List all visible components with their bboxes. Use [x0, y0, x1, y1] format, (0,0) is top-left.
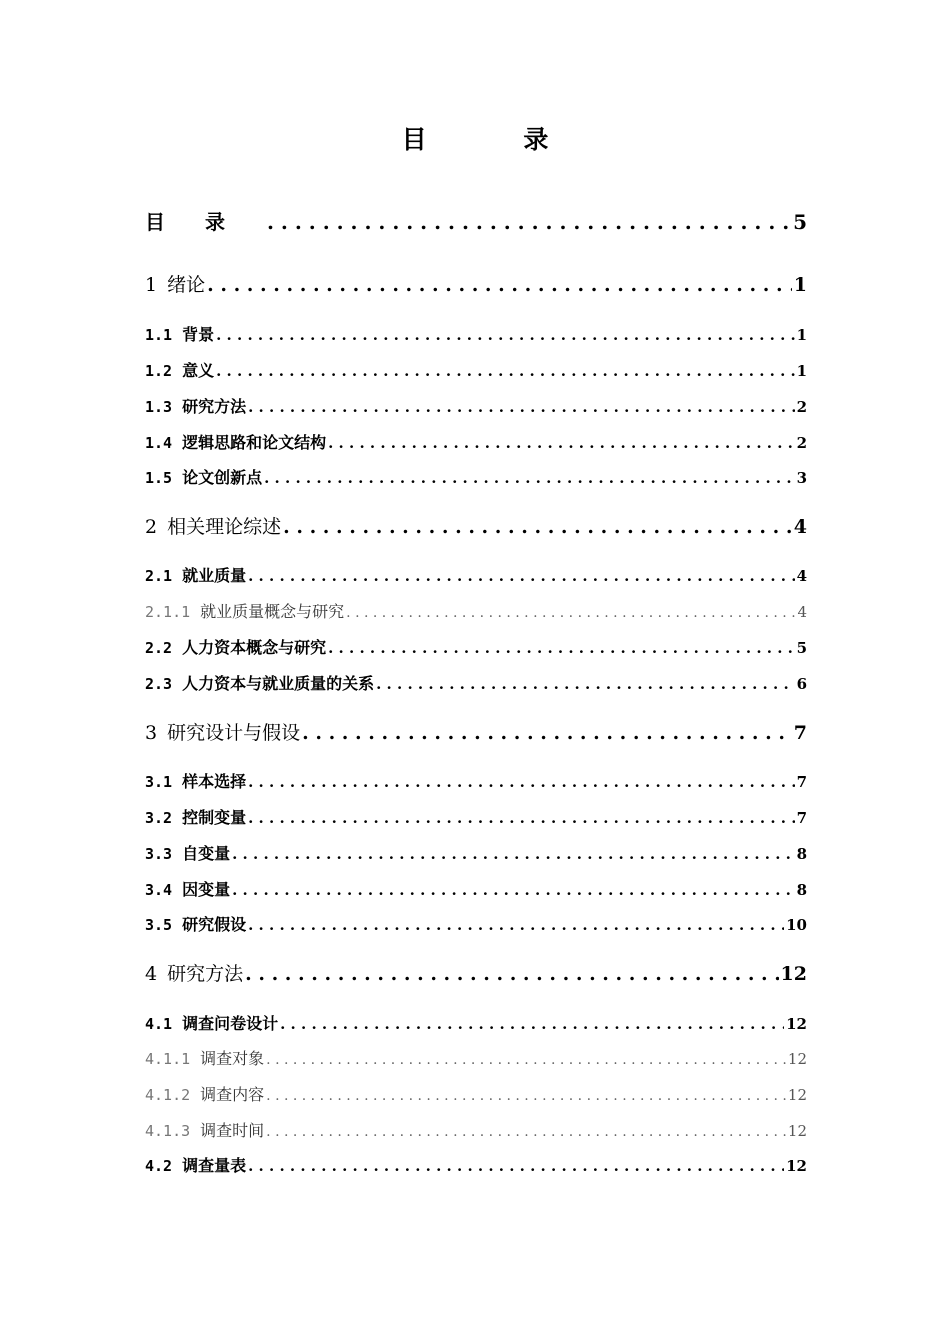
toc-entry[interactable]	[145, 635, 807, 658]
toc-entry-label: 因变量	[182, 880, 231, 899]
toc-entry-label: 调查问卷设计	[182, 1014, 279, 1033]
toc-entry-page-number: 12	[780, 963, 807, 985]
toc-dot-leader	[248, 916, 784, 934]
toc-entry-number: 1.4	[145, 434, 173, 452]
toc-dot-leader	[232, 881, 794, 899]
toc-entry-label: 调查对象	[200, 1049, 265, 1068]
toc-entry-number: 2	[145, 516, 158, 538]
toc-entry-page-number: 12	[787, 1086, 807, 1104]
toc-dot-leader	[302, 722, 792, 744]
toc-entry[interactable]	[145, 430, 807, 453]
toc-entry[interactable]	[145, 805, 807, 828]
toc-entry-number: 2.3	[145, 675, 173, 693]
toc-entry[interactable]	[145, 1082, 807, 1105]
toc-entry-label: 绪论	[167, 274, 206, 296]
toc-dot-leader	[248, 773, 794, 791]
toc-entry-number: 2.1.1	[145, 603, 191, 621]
toc-entry[interactable]	[145, 1118, 807, 1141]
toc-entry-number: 4.2	[145, 1157, 173, 1175]
toc-entry-page-number: 3	[796, 469, 807, 487]
toc-entry-number: 1.1	[145, 326, 173, 344]
toc-entry[interactable]	[145, 322, 807, 345]
toc-entry-label: 控制变量	[182, 808, 247, 827]
toc-entry-page-number: 8	[796, 845, 807, 863]
toc-entry[interactable]	[145, 718, 807, 745]
toc-dot-leader	[266, 1052, 786, 1068]
toc-entry[interactable]	[145, 769, 807, 792]
toc-entry-label: 人力资本与就业质量的关系	[182, 674, 375, 693]
toc-entry-label: 调查时间	[200, 1121, 265, 1140]
toc-entry-page-number: 4	[793, 516, 807, 538]
toc-entry-number: 3.2	[145, 809, 173, 827]
toc-entry-page-number: 12	[786, 1157, 807, 1175]
toc-entry-page-number: 2	[796, 434, 807, 452]
toc-entry[interactable]	[145, 599, 807, 622]
toc-entry-page-number: 4	[797, 603, 807, 621]
toc-dot-leader	[328, 434, 794, 452]
toc-entry-label: 目录	[145, 210, 265, 234]
toc-entry-page-number: 5	[793, 210, 807, 234]
toc-entry-number: 1	[145, 274, 158, 296]
toc-entry-number: 1.3	[145, 398, 173, 416]
toc-entry[interactable]	[145, 1046, 807, 1069]
toc-entry-label: 调查量表	[182, 1156, 247, 1175]
toc-entry-label: 样本选择	[182, 772, 247, 791]
toc-entry-label: 就业质量	[182, 566, 247, 585]
toc-dot-leader	[207, 274, 792, 296]
toc-entry-number: 2.2	[145, 639, 173, 657]
toc-entry-label: 相关理论综述	[167, 516, 282, 538]
toc-entry-label: 研究设计与假设	[167, 722, 301, 744]
toc-entry[interactable]	[145, 270, 807, 297]
toc-entry-number: 4.1.1	[145, 1050, 191, 1068]
toc-entry-page-number: 8	[796, 881, 807, 899]
toc-entry-number: 4.1.3	[145, 1122, 191, 1140]
toc-entry[interactable]	[145, 563, 807, 586]
toc-entry-number: 3.1	[145, 773, 173, 791]
toc-entry-label: 研究假设	[182, 915, 247, 934]
toc-dot-leader	[376, 675, 794, 693]
toc-dot-leader	[264, 469, 794, 487]
toc-entry-label: 就业质量概念与研究	[200, 602, 345, 621]
toc-entry[interactable]	[145, 1153, 807, 1176]
toc-entry-page-number: 1	[793, 274, 807, 296]
toc-entry[interactable]	[145, 206, 807, 235]
toc-dot-leader	[266, 1124, 786, 1140]
toc-entry[interactable]	[145, 394, 807, 417]
toc-dot-leader	[245, 963, 778, 985]
toc-entry-page-number: 5	[796, 639, 807, 657]
toc-entry-number: 3.5	[145, 916, 173, 934]
toc-entry-page-number: 4	[796, 567, 807, 585]
toc-entry-label: 调查内容	[200, 1085, 265, 1104]
toc-entry-number: 4.1	[145, 1015, 173, 1033]
toc-entry-number: 1.2	[145, 362, 173, 380]
toc-entry[interactable]	[145, 959, 807, 986]
toc-dot-leader	[216, 326, 794, 344]
toc-entry-label: 研究方法	[167, 963, 244, 985]
toc-entry-label: 意义	[182, 361, 215, 380]
toc-entry-number: 1.5	[145, 469, 173, 487]
toc-dot-leader	[248, 398, 794, 416]
toc-entry-page-number: 1	[796, 326, 807, 344]
toc-entry-label: 人力资本概念与研究	[182, 638, 327, 657]
toc-dot-leader	[280, 1015, 784, 1033]
toc-dot-leader	[328, 639, 794, 657]
toc-dot-leader	[283, 516, 792, 538]
toc-entry-label: 背景	[182, 325, 215, 344]
toc-dot-leader	[346, 605, 795, 621]
toc-entry-label: 自变量	[182, 844, 231, 863]
toc-entry-page-number: 7	[793, 722, 807, 744]
toc-entry[interactable]	[145, 512, 807, 539]
toc-entry[interactable]	[145, 912, 807, 935]
toc-entry-label: 论文创新点	[182, 468, 263, 487]
toc-entry-page-number: 7	[796, 809, 807, 827]
toc-entry-label: 逻辑思路和论文结构	[182, 433, 327, 452]
toc-dot-leader	[216, 362, 794, 380]
toc-entry-number: 3.3	[145, 845, 173, 863]
toc-entry-page-number: 7	[796, 773, 807, 791]
toc-entry-label: 研究方法	[182, 397, 247, 416]
toc-dot-leader	[267, 210, 791, 234]
toc-entry[interactable]	[145, 465, 807, 488]
toc-dot-leader	[248, 567, 794, 585]
toc-entry-page-number: 12	[787, 1050, 807, 1068]
toc-dot-leader	[232, 845, 794, 863]
toc-entry-page-number: 10	[786, 916, 807, 934]
toc-entry[interactable]	[145, 841, 807, 864]
toc-entry-page-number: 12	[786, 1015, 807, 1033]
toc-dot-leader	[266, 1088, 786, 1104]
toc-entry[interactable]	[145, 1011, 807, 1034]
toc-entry-page-number: 1	[796, 362, 807, 380]
toc-entry-number: 2.1	[145, 567, 173, 585]
toc-entry[interactable]	[145, 877, 807, 900]
toc-entry-page-number: 12	[787, 1122, 807, 1140]
toc-dot-leader	[248, 809, 794, 827]
page-title: 目 录	[401, 125, 593, 154]
toc-entry-number: 4	[145, 963, 158, 985]
toc-dot-leader	[248, 1157, 784, 1175]
toc-entry[interactable]	[145, 358, 807, 381]
toc-entry[interactable]	[145, 671, 807, 694]
toc-entry-number: 3	[145, 722, 158, 744]
toc-entry-page-number: 2	[796, 398, 807, 416]
toc-entry-page-number: 6	[796, 675, 807, 693]
toc-entry-number: 4.1.2	[145, 1086, 191, 1104]
toc-entry-number: 3.4	[145, 881, 173, 899]
